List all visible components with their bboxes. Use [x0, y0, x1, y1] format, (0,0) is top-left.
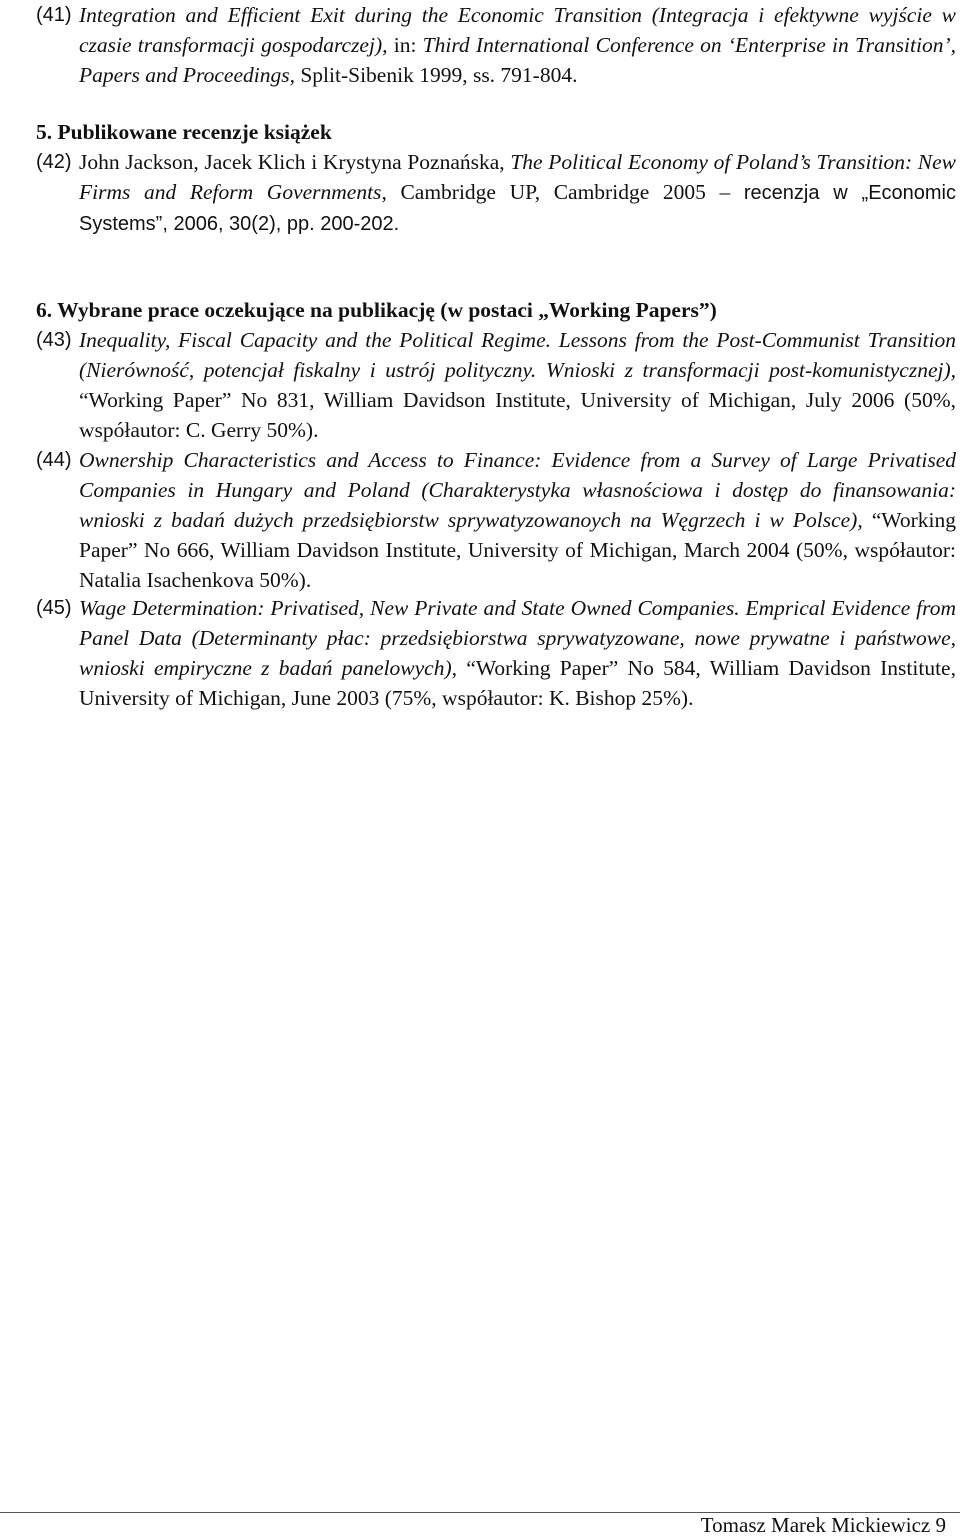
paper-title: Wage Determination: Privatised, New Private and State Owned Companies. Emprical Evidence from Panel Data (Determinanty płac: przedsiębiorstwa sprywatyzowane, nowe prywatne i państwowe, wnioski empiryczne z badań panelowych), — [79, 596, 956, 680]
paper-details: “Working Paper” No 666, William Davidson Institute, University of Michigan, March 2004 (50%, współautor: Natalia Isachenkova 50%). — [79, 508, 956, 592]
section-6-heading: 6. Wybrane prace oczekujące na publikację (w postaci „Working Papers”) — [36, 298, 717, 322]
entry-text — [79, 0, 956, 90]
paper-details: “Working Paper” No 831, William Davidson Institute, University of Michigan, July 2006 (50%, współautor: C. Gerry 50%). — [79, 388, 956, 442]
section-5-heading: 5. Publikowane recenzje książek — [36, 120, 332, 144]
publication-entry-42 — [36, 147, 956, 239]
publication-entry-44 — [36, 445, 956, 595]
conference-name: Third International Conference on ‘Enterprise in Transition’, Papers and Proceedings, — [79, 33, 956, 87]
book-title: The Political Economy of Poland’s Transition: New Firms and Reform Governments — [79, 150, 956, 204]
entry-text — [79, 445, 956, 595]
paper-title: Ownership Characteristics and Access to Finance: Evidence from a Survey of Large Privatised Companies in Hungary and Poland (Charakterystyka własnościowa i dostęp do finansowania: wnioski z badań dużych przedsiębiorstw sprywatyzowanoych na Węgrzech i w Polsce), — [79, 448, 956, 532]
book-authors: John Jackson, Jacek Klich i Krystyna Poznańska, — [79, 150, 511, 174]
entry-number: (45) — [36, 597, 72, 619]
entry-title: Integration and Efficient Exit during the Economic Transition (Integracja i efektywne wyjście w czasie transformacji gospodarczej), — [79, 3, 956, 57]
entry-number: (43) — [36, 329, 72, 351]
paper-title: Inequality, Fiscal Capacity and the Political Regime. Lessons from the Post-Communist Transition (Nierówność, potencjał fiskalny i ustrój polityczny. Wnioski z transformacji post-komunistycznej), — [79, 328, 956, 382]
entry-text — [79, 325, 956, 445]
publication-entry-43 — [36, 325, 956, 445]
entry-in: in: — [387, 33, 423, 57]
entry-text — [79, 593, 956, 713]
review-source: recenzja w „Economic Systems”, 2006, 30(2), pp. 200-202. — [79, 182, 957, 235]
page-footer: Tomasz Marek Mickiewicz 9 — [700, 1513, 946, 1537]
entry-number: (42) — [36, 151, 72, 173]
entry-number: (41) — [36, 4, 72, 26]
book-publisher: , Cambridge UP, Cambridge 2005 – — [381, 180, 744, 204]
entry-number: (44) — [36, 449, 72, 471]
publication-entry-45 — [36, 593, 956, 713]
paper-details: “Working Paper” No 584, William Davidson Institute, University of Michigan, June 2003 (75%, współautor: K. Bishop 25%). — [79, 656, 956, 710]
publication-entry-41 — [36, 0, 956, 90]
entry-details: Split-Sibenik 1999, ss. 791-804. — [294, 63, 578, 87]
entry-text — [79, 147, 956, 239]
